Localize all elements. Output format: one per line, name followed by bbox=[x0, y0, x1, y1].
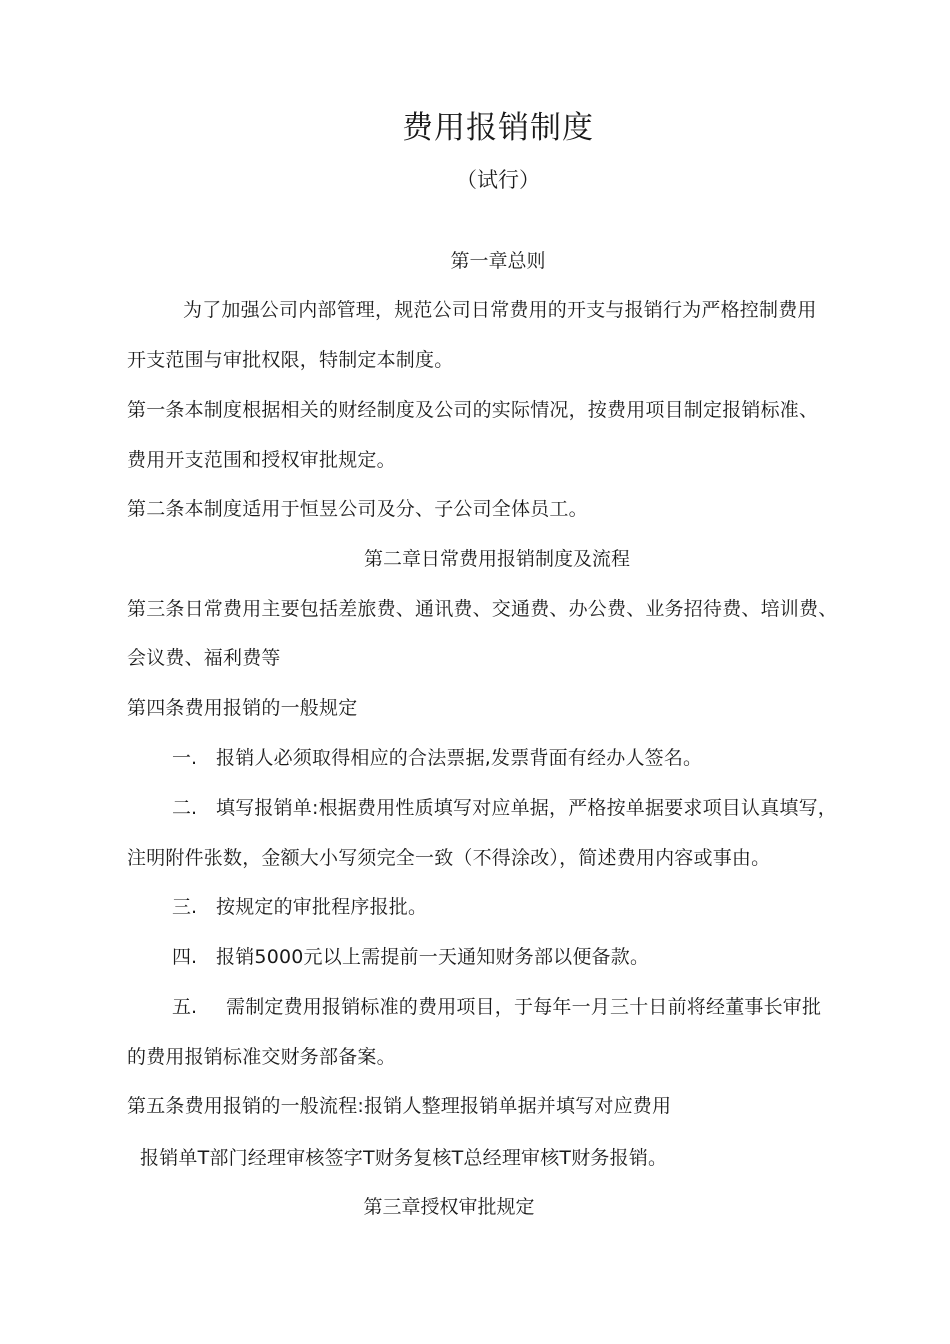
item-number: 五. bbox=[172, 996, 198, 1018]
item-5-continuation: 的费用报销标准交财务部备案。 bbox=[127, 1046, 396, 1068]
article-5-line-2: 报销单T部门经理审核签字T财务复核T总经理审核T财务报销。 bbox=[140, 1147, 668, 1169]
chapter-2-heading: 第二章日常费用报销制度及流程 bbox=[363, 548, 630, 570]
article-3-line-2: 会议费、福利费等 bbox=[127, 647, 281, 669]
article-1-line-2: 费用开支范围和授权审批规定。 bbox=[127, 449, 396, 471]
intro-paragraph-line-1: 为了加强公司内部管理，规范公司日常费用的开支与报销行为严格控制费用 bbox=[183, 299, 817, 321]
item-number: 二. bbox=[172, 797, 198, 819]
item-text: 填写报销单:根据费用性质填写对应单据，严格按单据要求项目认真填写， bbox=[216, 797, 838, 819]
item-text: 按规定的审批程序报批。 bbox=[216, 896, 428, 918]
item-number: 四. bbox=[172, 946, 198, 968]
article-1-line-1: 第一条本制度根据相关的财经制度及公司的实际情况，按费用项目制定报销标准、 bbox=[127, 399, 819, 421]
document-subtitle: （试行） bbox=[456, 168, 540, 192]
article-5-line-1: 第五条费用报销的一般流程:报销人整理报销单据并填写对应费用 bbox=[127, 1095, 672, 1117]
item-number: 三. bbox=[172, 896, 198, 918]
item-2-continuation: 注明附件张数，金额大小写须完全一致（不得涂改），简述费用内容或事由。 bbox=[127, 847, 771, 869]
document-title: 费用报销制度 bbox=[402, 110, 594, 146]
article-4: 第四条费用报销的一般规定 bbox=[127, 697, 358, 719]
chapter-3-heading: 第三章授权审批规定 bbox=[363, 1196, 535, 1218]
article-3-line-1: 第三条日常费用主要包括差旅费、通讯费、交通费、办公费、业务招待费、培训费、 bbox=[127, 598, 838, 620]
item-number: 一. bbox=[172, 747, 198, 769]
chapter-1-heading: 第一章总则 bbox=[450, 250, 546, 272]
item-text: 报销人必须取得相应的合法票据,发票背面有经办人签名。 bbox=[216, 747, 703, 769]
item-text: 报销5000元以上需提前一天通知财务部以便备款。 bbox=[216, 946, 650, 968]
item-text: 需制定费用报销标准的费用项目，于每年一月三十日前将经董事长审批 bbox=[226, 996, 822, 1018]
intro-paragraph-line-2: 开支范围与审批权限，特制定本制度。 bbox=[127, 349, 454, 371]
article-2: 第二条本制度适用于恒昱公司及分、子公司全体员工。 bbox=[127, 498, 588, 520]
